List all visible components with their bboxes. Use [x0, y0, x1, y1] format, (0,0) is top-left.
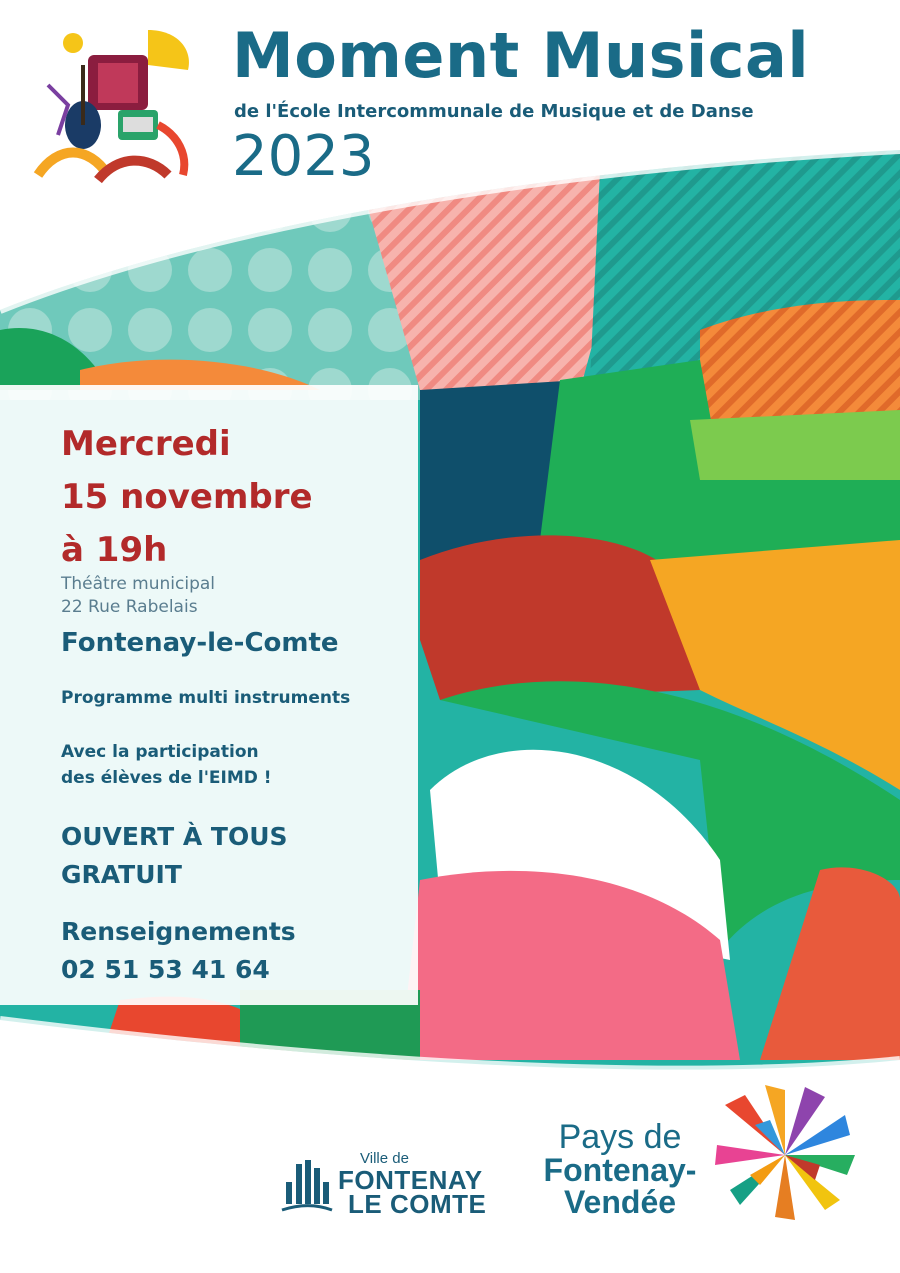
free-entry: GRATUIT [61, 860, 182, 889]
event-time: à 19h [61, 530, 168, 570]
colorful-burst-icon [700, 1085, 860, 1225]
pays-line-3: Vendée [563, 1184, 677, 1220]
event-subtitle: de l'École Intercommunale de Musique et de Danse [234, 101, 754, 122]
pays-line-1: Pays de [558, 1118, 682, 1156]
ville-fontenay-logo [280, 1150, 520, 1225]
event-title: Moment Musical [232, 19, 810, 92]
venue [61, 573, 215, 619]
info-label: Renseignements [61, 917, 296, 946]
participation-line-1: Avec la participation [61, 742, 259, 762]
pays-line-2: Fontenay- [543, 1152, 697, 1188]
event-year: 2023 [232, 124, 375, 189]
event-date [61, 418, 313, 577]
musicians-illustration [28, 25, 198, 205]
venue-address: 22 Rue Rabelais [61, 597, 198, 617]
ville-small-text: Ville de [360, 1150, 409, 1167]
open-to-all: OUVERT À TOUS [61, 822, 288, 851]
venue-name: Théâtre municipal [61, 574, 216, 594]
program-text: Programme multi instruments [61, 688, 351, 708]
ville-name-1: FONTENAY [338, 1165, 483, 1195]
pays-fontenay-logo [530, 1085, 870, 1235]
participation-text [61, 739, 272, 791]
phone-number[interactable]: 02 51 53 41 64 [61, 955, 270, 984]
admission-text [61, 818, 288, 894]
contact-info [61, 913, 296, 989]
venue-town: Fontenay-le-Comte [61, 628, 339, 658]
event-date-text: 15 novembre [61, 477, 313, 517]
event-day: Mercredi [61, 424, 231, 464]
participation-line-2: des élèves de l'EIMD ! [61, 768, 272, 788]
ville-name-2: LE COMTE [348, 1189, 487, 1219]
city-tower-icon [280, 1158, 334, 1218]
